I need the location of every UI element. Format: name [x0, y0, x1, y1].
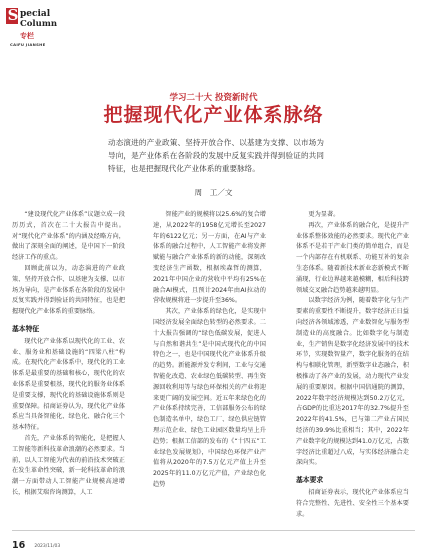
badge-publication: CAIFU JIANSHE — [10, 42, 46, 47]
body-paragraph: 更为显著。 — [308, 211, 340, 218]
page-footer — [12, 533, 61, 551]
section-heading: 基本要求 — [296, 476, 324, 485]
body-paragraph: 再次，产业体系的融合化，是提升产业体系整体效能的必然要求。现代化产业体系不是若干产业门类的简单组合，而是一个内部存在有机联系、功能互补的复杂生态体系。随着新技术新业态新模式不断涌现，行业边界越来越模糊，相后科技跨领域交叉融合趋势越来越明显。 — [296, 221, 409, 294]
body-paragraph: 回顾此前以为，动态演进的产业政策、坚持开放合作、以基建为支撑、以市场为导向，是产业体系在各阶段的发展中反复实践并得到验证的共同特征，也是把握现代化产业体系的重要脉络。 — [12, 264, 125, 316]
article-abstract: 动态演进的产业政策、坚持开放合作、以基建为支撑、以市场为导向，是产业体系在各阶段的发展中反复实践并得到验证的共同特征，也是把握现代化产业体系的重要脉络。 — [108, 138, 324, 173]
badge-word-special: pecial — [20, 9, 51, 19]
special-column-badge — [6, 8, 66, 52]
body-paragraph: 以数字经济为例，随着数字化与生产要素的重要性不断提升，数字经济正日益向经济各领域渗透，产业数智化与服务型制造业的高度融合。比如数字化与制造业，生产销售是数字化经济发展中的技术环节，实现数智量产，数字化服务的在结构与相联化管理，新型数字业态融合，积极推动了各产业的发展，动力现代产业发展的重要原因。根据中国信通院的测算，2022年数字经济规模达到50.2万亿元，占GDP的比重达2017年的32.7%提升至2022年的41.5%，已与第二产业占国民经济的39.9%比重相当；其中，2022年产业数字化的规模达到41.0万亿元，占数字经济比重超过八成，与实体经济融合走深向实。 — [296, 297, 409, 467]
body-column-1 — [12, 210, 125, 526]
badge-letter: S — [7, 6, 19, 24]
body-paragraph: 首先，产业体系的智能化，是把握人工智能等新科技革命浪潮的必然要求。当前，以人工智能为代表的前沿技术突破正在发生革命性突破，新一轮科技革命的浪潮一方面带动人工智能产业规模高速增长，根据艾瑞咨询测算，人工 — [12, 434, 125, 496]
article-title: 把握现代化产业体系脉络 — [103, 104, 324, 126]
body-column-2 — [153, 210, 266, 526]
article-author: 周 工／文 — [194, 188, 233, 197]
body-paragraph: 智能产业的规模将以25.6%的复合增速，从2022年的1958亿元增长至2027年的6122亿元；另一方面，在AI与产业体系的融合过程中，人工智能产业将发挥赋能与融合产业体系的新的动能，深刻改变经济生产函数，根据埃森哲的测算，2021年中国企业的营收中平均有25%在融合AI模式，且预计2024年由AI拉动的营收规模将进一步提升至36%。 — [153, 211, 266, 305]
body-paragraph: 招商证券表示，现代化产业体系应当符合完整性、先进性、安全性三个基本要求。 — [296, 488, 409, 518]
body-paragraph: 其次，产业体系的绿色化，是实现中国经济发展全面绿色转型的必然要求。二十大报告强调的“绿色低碳发展，促进人与自然和谐共生”是中国式现代化的中国特色之一，也是中国现代化产业体系升级的趋势。新能源并发专利间，工业与交通智能化改造、农业绿色低碳转型、再生资源回收利用等与绿色环保相关的产业将迎来更广阔的发展空间。近五年来绿色化的产业体系持续完善，工信部服务公布的绿色制造名单中，绿色工厂、绿色供应链管理示范企业、绿色工业园区数量均呈上升趋势；根据工信部的发布的《“十四五”工业绿色发展规划》，中国绿色环保产业产值将从2020年的7.5万亿元产值上升至2025年的11.0万亿元产值，产业绿色化趋势 — [153, 308, 266, 488]
badge-chinese: 专栏 — [20, 32, 34, 40]
badge-word-column: Column — [20, 19, 58, 29]
issue-date: 2023/11/03 — [34, 544, 61, 549]
article-kicker: 学习二十大 投资新时代 — [169, 93, 258, 103]
body-paragraph: 现代化产业体系以现代化的工业、农业、服务业和基础设施的“四梁八柱”构成。在现代化产业体系中，现代化的工业体系是最重要的基础和核心，现代化的农业体系是重要根基，现代化的服务业体系是重要支撑，现代化的基础设施体系则是重要保障。招商证券认为，现代化产业体系应当具备智能化、绿色化、融合化三个基本特征。 — [12, 337, 125, 432]
section-heading: 基本特征 — [12, 324, 40, 333]
body-paragraph: “建设现代化产业体系”议题立成一段历历式，首次在二十大报告中提出。对“现代化产业体系”的内涵及经略方向，做出了深刻全面的阐述，是中国下一阶段经济工作的重点。 — [12, 211, 125, 262]
footer-rule — [12, 530, 415, 531]
page-number: 16 — [12, 540, 26, 551]
body-column-3 — [296, 210, 409, 526]
